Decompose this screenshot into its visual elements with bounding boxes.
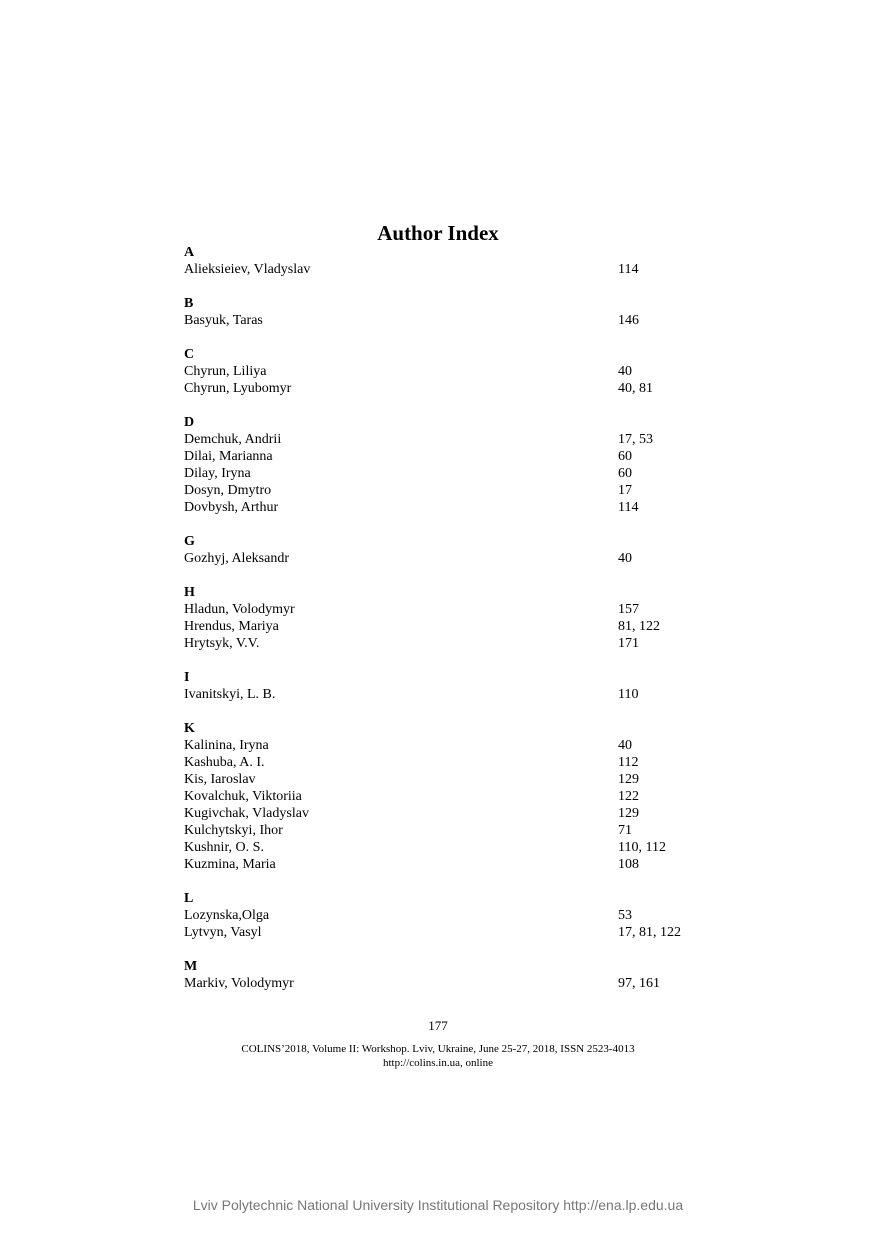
repository-watermark: Lviv Polytechnic National University Institutional Repository http://ena.lp.edu.ua: [192, 1197, 684, 1213]
author-pages: 17, 81, 122: [618, 925, 681, 940]
author-pages: 40, 81: [618, 381, 653, 396]
index-section: [184, 669, 724, 703]
author-entry: [184, 907, 724, 924]
author-pages: 71: [618, 823, 632, 838]
section-letter: I: [184, 670, 190, 685]
author-name: Chyrun, Lyubomyr: [184, 381, 292, 396]
author-pages: 60: [618, 449, 632, 464]
footer-line-1: COLINS’2018, Volume II: Workshop. Lviv, Ukraine, June 25-27, 2018, ISSN 2523-4013: [241, 1043, 635, 1055]
section-letter: C: [184, 347, 195, 362]
section-letter: L: [184, 891, 194, 906]
author-entry: [184, 805, 724, 822]
author-name: Kis, Iaroslav: [184, 772, 256, 787]
author-pages: 157: [618, 602, 639, 617]
author-pages: 112: [618, 755, 639, 770]
index-section: [184, 295, 724, 329]
author-name: Basyuk, Taras: [184, 313, 263, 328]
author-entry: [184, 924, 724, 941]
author-entry: [184, 499, 724, 516]
author-name: Dosyn, Dmytro: [184, 483, 272, 498]
author-pages: 171: [618, 636, 639, 651]
author-pages: 97, 161: [618, 976, 660, 991]
author-name: Alieksieiev, Vladyslav: [184, 262, 311, 277]
index-section: [184, 584, 724, 652]
author-name: Kushnir, O. S.: [184, 840, 264, 855]
author-name: Kashuba, A. I.: [184, 755, 265, 770]
author-entry: [184, 550, 724, 567]
author-entry: [184, 975, 724, 992]
author-entry: [184, 380, 724, 397]
author-name: Dilay, Iryna: [184, 466, 251, 481]
section-letter: A: [184, 245, 195, 260]
author-pages: 110: [618, 687, 639, 702]
author-name: Chyrun, Liliya: [184, 364, 267, 379]
author-name: Markiv, Volodymyr: [184, 976, 294, 991]
author-pages: 122: [618, 789, 639, 804]
index-section: [184, 533, 724, 567]
author-entry: [184, 618, 724, 635]
author-pages: 81, 122: [618, 619, 660, 634]
author-name: Lytvyn, Vasyl: [184, 925, 262, 940]
author-name: Dovbysh, Arthur: [184, 500, 279, 515]
section-letter: B: [184, 296, 194, 311]
author-entry: [184, 448, 724, 465]
author-pages: 129: [618, 772, 639, 787]
author-pages: 114: [618, 500, 639, 515]
author-name: Kugivchak, Vladyslav: [184, 806, 309, 821]
author-entry: [184, 686, 724, 703]
section-letter: M: [184, 959, 198, 974]
author-entry: [184, 839, 724, 856]
author-name: Kalinina, Iryna: [184, 738, 269, 753]
author-name: Dilai, Marianna: [184, 449, 273, 464]
author-name: Kulchytskyi, Ihor: [184, 823, 283, 838]
author-name: Hrendus, Mariya: [184, 619, 279, 634]
author-entry: [184, 261, 724, 278]
author-pages: 17, 53: [618, 432, 653, 447]
footer: [0, 1042, 876, 1070]
author-entry: [184, 482, 724, 499]
page-title: Author Index: [377, 221, 499, 245]
author-name: Lozynska,Olga: [184, 908, 270, 923]
footer-line-2: http://colins.in.ua, online: [383, 1057, 493, 1069]
index-section: [184, 414, 724, 516]
author-pages: 108: [618, 857, 639, 872]
author-pages: 114: [618, 262, 639, 277]
section-letter: K: [184, 721, 195, 736]
author-pages: 110, 112: [618, 840, 666, 855]
section-letter: H: [184, 585, 195, 600]
section-letter: D: [184, 415, 195, 430]
author-entry: [184, 822, 724, 839]
author-entry: [184, 431, 724, 448]
author-entry: [184, 856, 724, 873]
author-pages: 53: [618, 908, 632, 923]
index-section: [184, 958, 724, 992]
author-name: Kovalchuk, Viktoriia: [184, 789, 302, 804]
author-entry: [184, 635, 724, 652]
author-name: Hrytsyk, V.V.: [184, 636, 260, 651]
author-entry: [184, 771, 724, 788]
author-entry: [184, 312, 724, 329]
author-name: Demchuk, Andrii: [184, 432, 282, 447]
index-section: [184, 720, 724, 873]
author-name: Kuzmina, Maria: [184, 857, 276, 872]
author-name: Hladun, Volodymyr: [184, 602, 295, 617]
index-section: [184, 244, 724, 278]
section-letter: G: [184, 534, 195, 549]
author-pages: 40: [618, 551, 632, 566]
author-entry: [184, 754, 724, 771]
author-name: Ivanitskyi, L. B.: [184, 687, 276, 702]
author-entry: [184, 788, 724, 805]
index-section: [184, 890, 724, 941]
author-entry: [184, 363, 724, 380]
page-number: 177: [428, 1018, 448, 1033]
author-pages: 129: [618, 806, 639, 821]
author-pages: 146: [618, 313, 639, 328]
author-pages: 40: [618, 364, 632, 379]
index-section: [184, 346, 724, 397]
author-entry: [184, 601, 724, 618]
author-index-list: [184, 244, 724, 1009]
author-pages: 60: [618, 466, 632, 481]
author-pages: 40: [618, 738, 632, 753]
author-entry: [184, 465, 724, 482]
author-entry: [184, 737, 724, 754]
author-pages: 17: [618, 483, 632, 498]
author-name: Gozhyj, Aleksandr: [184, 551, 289, 566]
